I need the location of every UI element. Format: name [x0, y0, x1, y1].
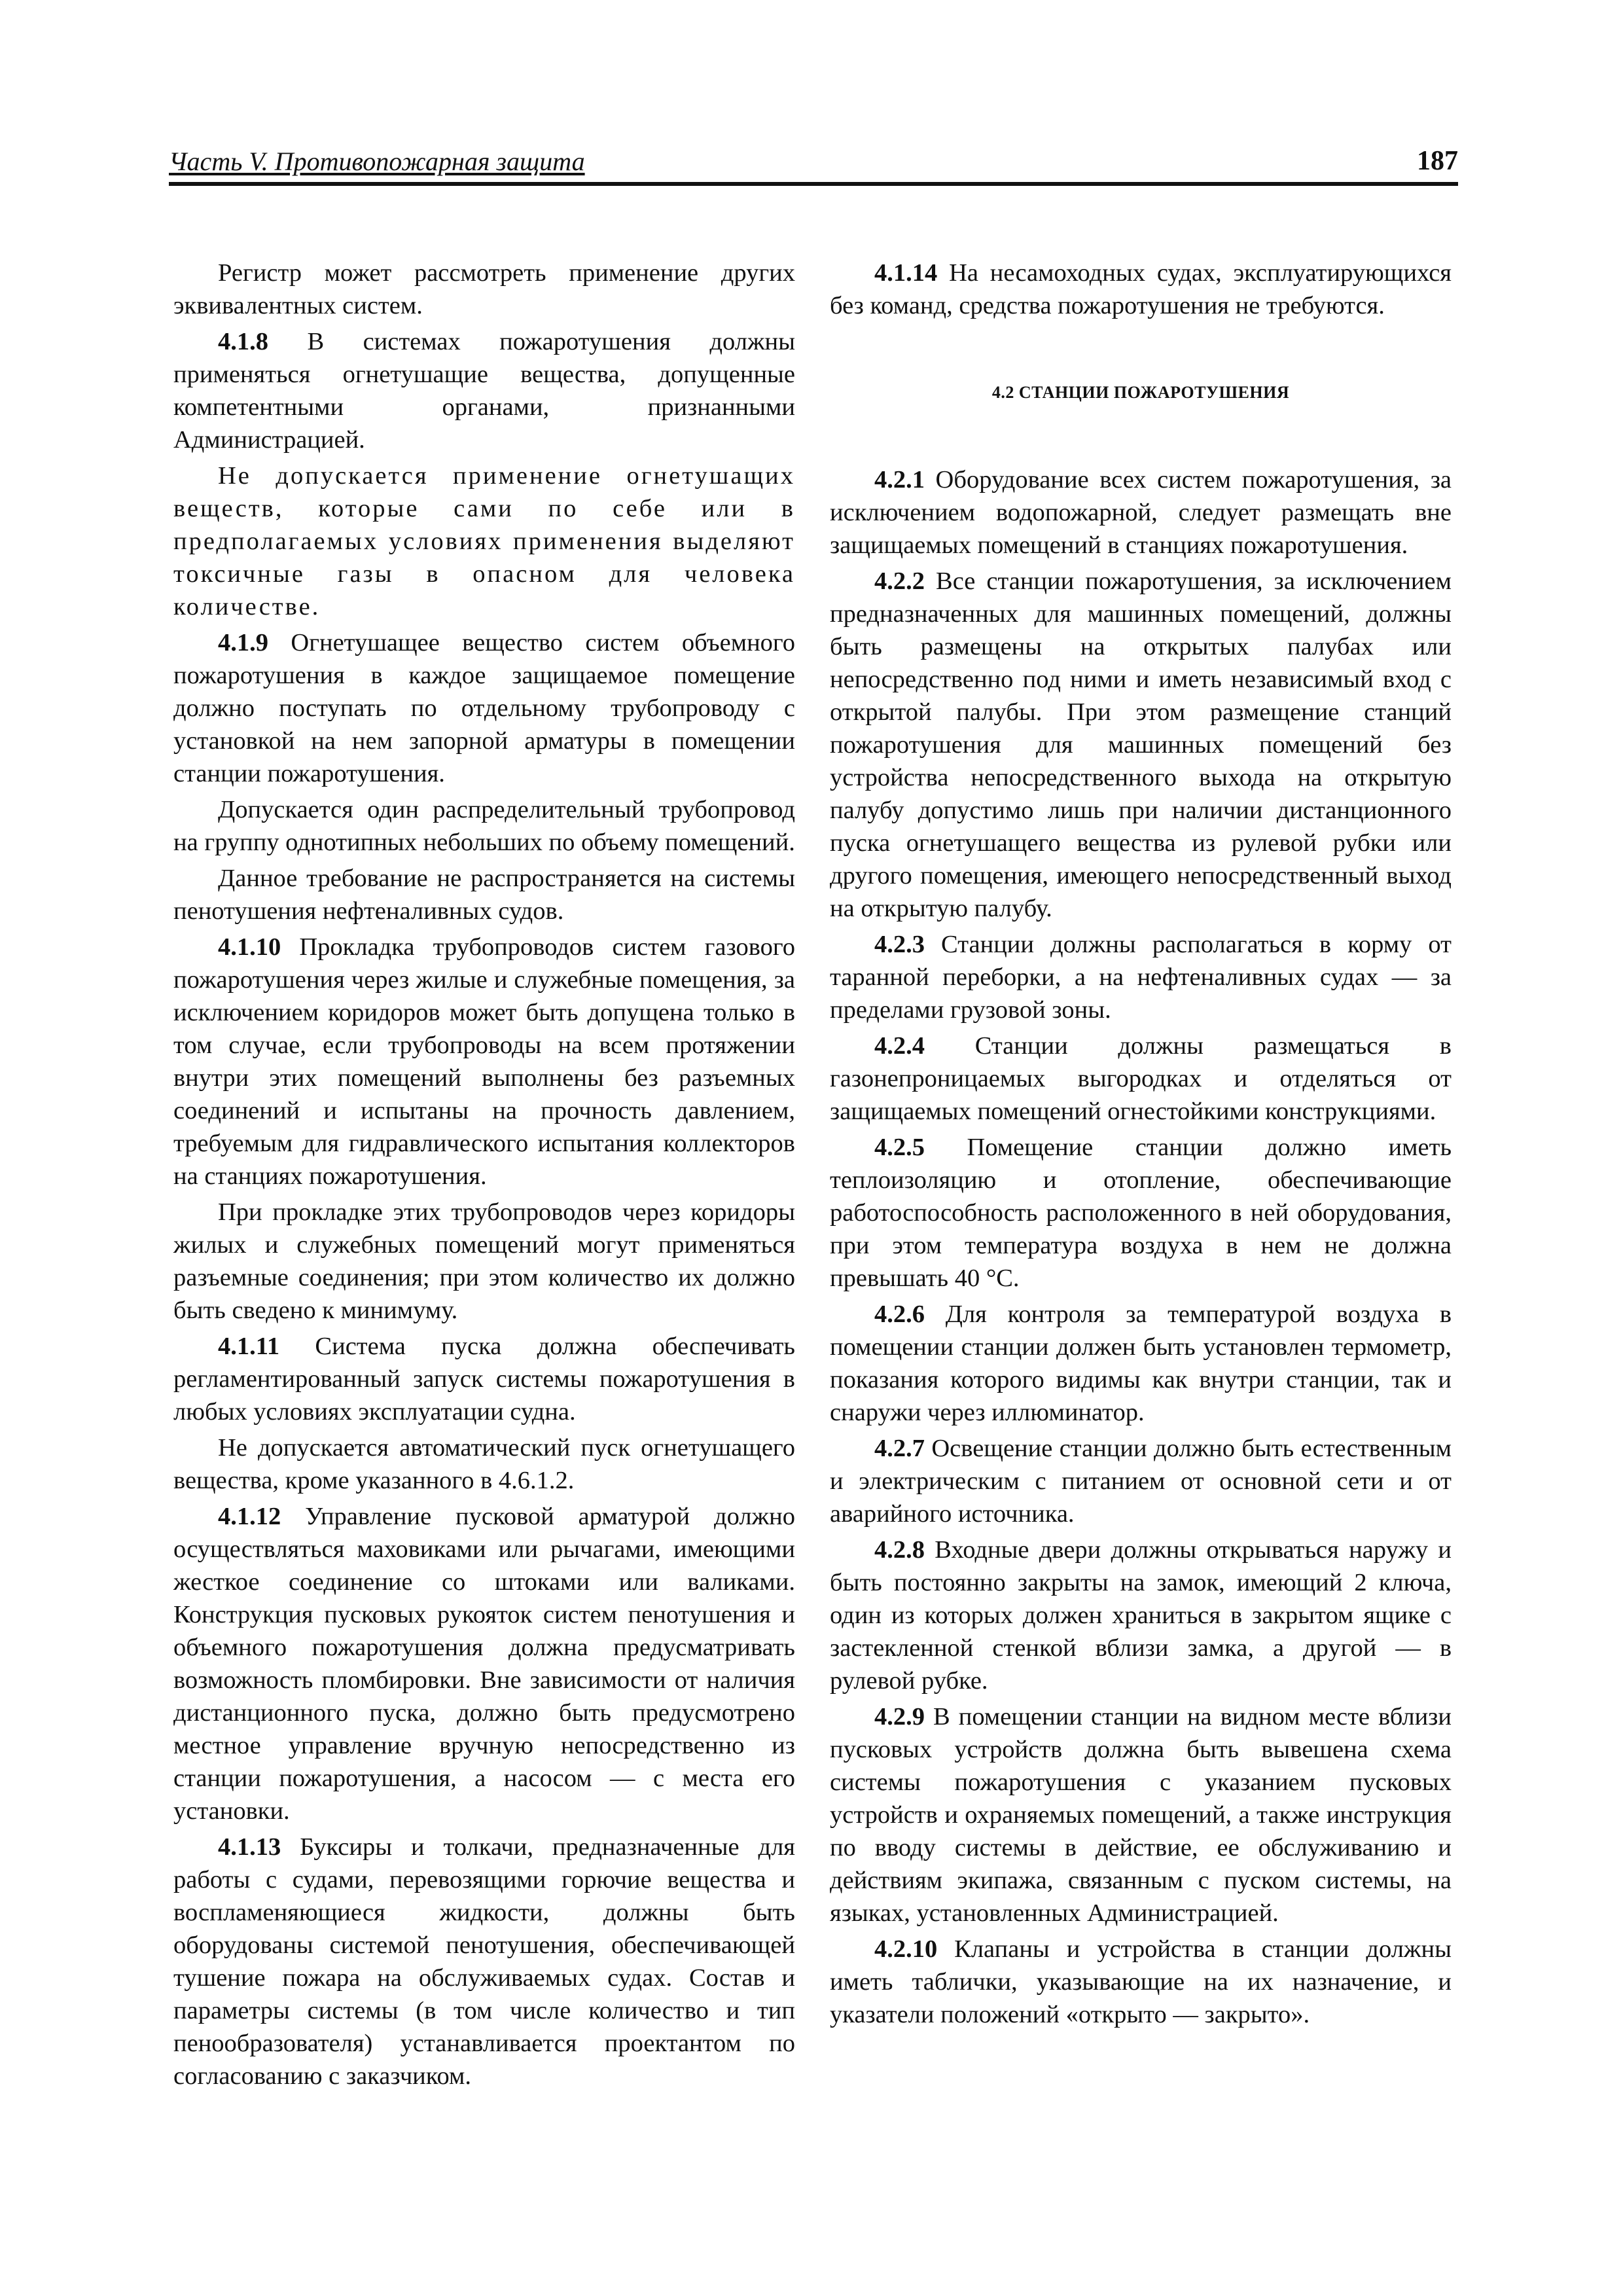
paragraph-4-2-10: 4.2.10 Клапаны и устройства в станции должны иметь таблички, указывающие на их назначение, и указатели положений «открыто — закрыто». — [830, 1935, 1452, 2028]
paragraph-4-2-3: 4.2.3 Станции должны располагаться в корму от таранной переборки, а на нефтеналивных судах — за пределами грузовой зоны. — [830, 931, 1452, 1024]
paragraph-4-2-9: 4.2.9 В помещении станции на видном месте вблизи пусковых устройств должна быть вывешена схема системы пожаротушения с указанием пусковых устройств и охраняемых помещений, а также инструкция по вводу системы в действие, ее обслуживанию и действиям экипажа, связанным с пуском системы, на языках, установленных Администрацией. — [830, 1703, 1452, 1927]
paragraph-4-1-8: 4.1.8 В системах пожаротушения должны применяться огнетушащие вещества, допущенные компетентными органами, признанными Администрацией. — [173, 328, 795, 454]
paragraph-4-2-8: 4.2.8 Входные двери должны открываться наружу и быть постоянно закрыты на замок, имеющий 2 ключа, один из которых должен храниться в закрытом ящике с застекленной стенкой вблизи замка, а другой — в рулевой рубке. — [830, 1536, 1452, 1695]
paragraph-4-1-11: 4.1.11 Система пуска должна обеспечивать регламентированный запуск системы пожаротушения в любых условиях эксплуатации судна. — [173, 1333, 795, 1426]
paragraph-4-2-4: 4.2.4 Станции должны размещаться в газонепроницаемых выгородках и отделяться от защищаемых помещений огнестойкими конструкциями. — [830, 1032, 1452, 1125]
paragraph: При прокладке этих трубопроводов через коридоры жилых и служебных помещений могут применяться разъемные соединения; при этом количество их должно быть сведено к минимуму. — [173, 1198, 795, 1324]
page-number: 187 — [1417, 146, 1458, 176]
paragraph-4-1-12: 4.1.12 Управление пусковой арматурой должно осуществляться маховиками или рычагами, имеющими жесткое соединение со штоками или валиками. Конструкция пусковых рукояток систем пенотушения и объемного пожаротушения должна предусматривать возможность пломбировки. Вне зависимости от наличия дистанционного пуска, должно быть предусмотрено местное управление вручную непосредственно из станции пожаротушения, а насосом — с места его установки. — [173, 1503, 795, 1825]
paragraph: Не допускается автоматический пуск огнетушащего вещества, кроме указанного в 4.6.1.2. — [173, 1434, 795, 1494]
paragraph-4-1-13: 4.1.13 Буксиры и толкачи, предназначенные для работы с судами, перевозящими горючие вещества и воспламеняющиеся жидкости, должны быть оборудованы системой пенотушения, обеспечивающей тушение пожара на обслуживаемых судах. Состав и параметры системы (в том числе количество и тип пенообразователя) устанавливается проектантом по согласованию с заказчиком. — [173, 1833, 795, 2090]
paragraph-4-2-6: 4.2.6 Для контроля за температурой воздуха в помещении станции должен быть установлен термометр, показания которого видимы как внутри станции, так и снаружи через иллюминатор. — [830, 1300, 1452, 1426]
paragraph: Не допускается применение огнетушащих веществ, которые сами по себе или в предполагаемых условиях применения выделяют токсичные газы в опасном для человека количестве. — [173, 462, 795, 620]
paragraph-4-2-7: 4.2.7 Освещение станции должно быть естественным и электрическим с питанием от основной сети и от аварийного источника. — [830, 1435, 1452, 1528]
right-column — [830, 257, 1452, 2034]
left-column — [173, 257, 795, 2096]
paragraph: Допускается один распределительный трубопровод на группу однотипных небольших по объему помещений. — [173, 796, 795, 856]
paragraph-4-1-14: 4.1.14 На несамоходных судах, эксплуатирующихся без команд, средства пожаротушения не требуются. — [830, 259, 1452, 319]
paragraph-4-2-1: 4.2.1 Оборудование всех систем пожаротушения, за исключением водопожарной, следует размещать вне защищаемых помещений в станциях пожаротушения. — [830, 466, 1452, 559]
running-header — [169, 143, 1458, 186]
header-title: Часть V. Противопожарная защита — [169, 147, 585, 176]
paragraph-4-2-2: 4.2.2 Все станции пожаротушения, за исключением предназначенных для машинных помещений, должны быть размещены на открытых палубах или непосредственно под ними и иметь независимый вход с открытой палубы. При этом размещение станций пожаротушения для машинных помещений без устройства непосредственного выхода на открытую палубу допустимо лишь при наличии дистанционного пуска огнетушащего вещества из рулевой рубки или другого помещения, имеющего непосредственный выход на открытую палубу. — [830, 567, 1452, 922]
paragraph-4-2-5: 4.2.5 Помещение станции должно иметь теплоизоляцию и отопление, обеспечивающие работоспособность расположенного в ней оборудования, при этом температура воздуха в нем не должна превышать 40 °С. — [830, 1134, 1452, 1292]
section-heading: 4.2 СТАНЦИИ ПОЖАРОТУШЕНИЯ — [991, 383, 1290, 402]
paragraph-4-1-9: 4.1.9 Огнетушащее вещество систем объемного пожаротушения в каждое защищаемое помещение должно поступать по отдельному трубопроводу с установкой на нем запорной арматуры в помещении станции пожаротушения. — [173, 629, 795, 787]
paragraph: Данное требование не распространяется на системы пенотушения нефтеналивных судов. — [173, 865, 795, 925]
paragraph: Регистр может рассмотреть применение других эквивалентных систем. — [173, 259, 795, 319]
paragraph-4-1-10: 4.1.10 Прокладка трубопроводов систем газового пожаротушения через жилые и служебные помещения, за исключением коридоров может быть допущена только в том случае, если трубопроводы на всем протяжении внутри этих помещений выполнены без разъемных соединений и испытаны на прочность давлением, требуемым для гидравлического испытания коллекторов на станциях пожаротушения. — [173, 933, 795, 1190]
